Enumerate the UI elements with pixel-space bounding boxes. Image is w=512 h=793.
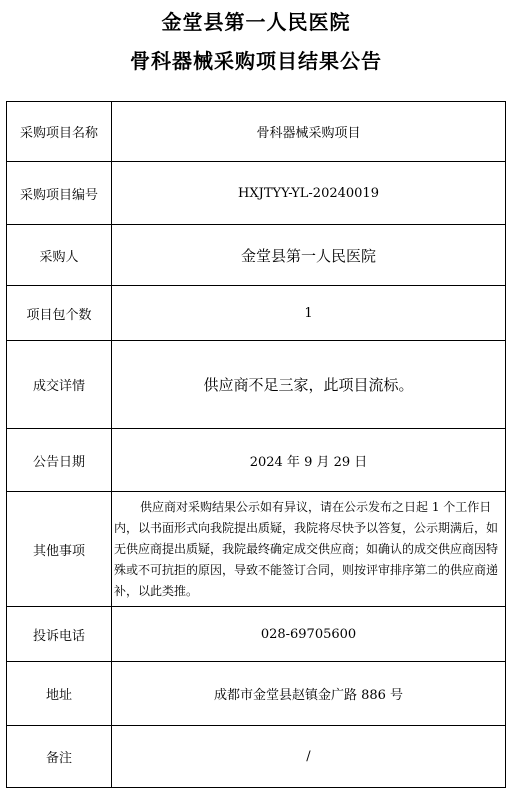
row-label-project-number: 采购项目编号 [7, 162, 112, 225]
table-row [7, 286, 506, 341]
deal-details-value: 供应商不足三家，此项目流标。 [112, 341, 506, 429]
row-label-complaint-phone: 投诉电话 [7, 607, 112, 662]
row-label-other-matters: 其他事项 [7, 492, 112, 607]
announce-date-value: 2024 年 9 月 29 日 [112, 429, 506, 492]
other-matters-value: 供应商对采购结果公示如有异议，请在公示发布之日起 1 个工作日内，以书面形式向我院提出质疑，我院将尽快予以答复，公示期满后，如无供应商提出质疑，我院最终确定成交供应商；如确认的成交供应商因特殊或不可抗拒的原因，导致不能签订合同，则按评审排序第二的供应商递补，以此类推。 [112, 492, 506, 607]
result-table [6, 101, 506, 788]
hospital-name: 金堂县第一人民医院 [161, 10, 351, 34]
row-label-purchaser: 采购人 [7, 225, 112, 286]
notice-title: 骨科器械采购项目结果公告 [130, 49, 382, 73]
row-label-package-count: 项目包个数 [7, 286, 112, 341]
row-label-address: 地址 [7, 662, 112, 726]
row-label-announce-date: 公告日期 [7, 429, 112, 492]
complaint-phone-value: 028-69705600 [112, 607, 506, 662]
package-count-value: 1 [112, 286, 506, 341]
remarks-value: / [112, 726, 506, 788]
table-row [7, 429, 506, 492]
table-row [7, 102, 506, 162]
table-row [7, 726, 506, 788]
table-row [7, 607, 506, 662]
table-row [7, 162, 506, 225]
project-number-value: HXJTYY-YL-20240019 [112, 162, 506, 225]
purchaser-value: 金堂县第一人民医院 [112, 225, 506, 286]
table-row [7, 662, 506, 726]
row-label-remarks: 备注 [7, 726, 112, 788]
table-row [7, 341, 506, 429]
address-value: 成都市金堂县赵镇金广路 886 号 [112, 662, 506, 726]
project-name-value: 骨科器械采购项目 [112, 102, 506, 162]
row-label-deal-details: 成交详情 [7, 341, 112, 429]
table-row [7, 225, 506, 286]
table-row [7, 492, 506, 607]
row-label-project-name: 采购项目名称 [7, 102, 112, 162]
